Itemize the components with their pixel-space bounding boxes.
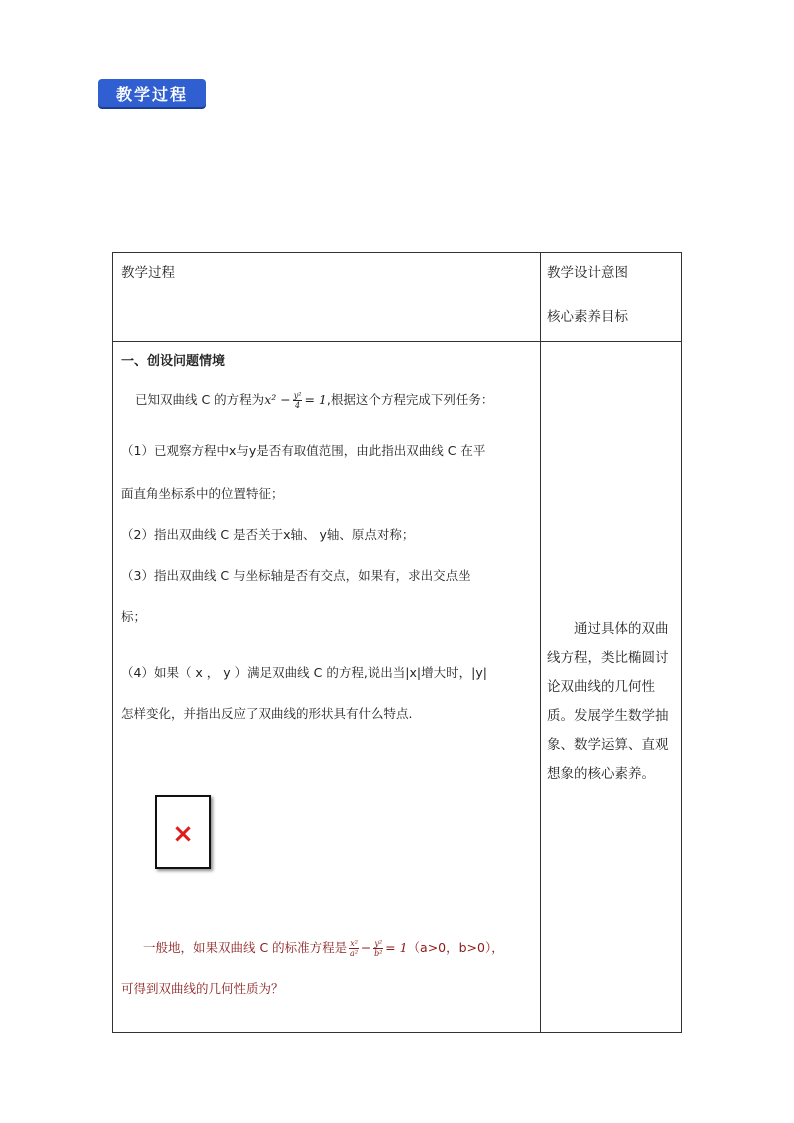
task4-line1: （4）如果（ x ， y ）满足双曲线 C 的方程,说出当|x|增大时，|y| (121, 665, 487, 680)
header-left-label: 教学过程 (121, 265, 175, 281)
general-fraction-y (373, 939, 383, 958)
general-f2-num: y² (374, 939, 383, 948)
task2: （2）指出双曲线 C 是否关于x轴、 y轴、原点对称； (121, 527, 415, 542)
header-right-label-2: 核心素养目标 (547, 309, 628, 325)
general-pre: 一般地，如果双曲线 C 的标准方程是 (143, 940, 348, 955)
task1-line1: （1）已观察方程中x与y是否有取值范围，由此指出双曲线 C 在平 (121, 443, 486, 458)
intro-eq-b: = 1 (304, 392, 327, 407)
task1-line2: 面直角坐标系中的位置特征； (121, 486, 284, 501)
task4-line2: 怎样变化，并指出反应了双曲线的形状具有什么特点. (121, 706, 413, 721)
intro-frac-den: 4 (295, 401, 301, 410)
header-right-cell (541, 253, 682, 342)
content-left-cell (113, 342, 541, 1033)
general-fraction-x (349, 939, 359, 958)
intro-fraction (293, 391, 303, 410)
broken-image-icon (155, 795, 211, 869)
general-f2-den: b² (374, 949, 383, 958)
general-eq: = 1 (385, 940, 408, 955)
intro-pre: 已知双曲线 C 的方程为 (135, 392, 265, 407)
design-intent-text: 通过具体的双曲线方程，类比椭圆讨论双曲线的几何性质。发展学生数学抽象、数学运算、直观想象的核心素养。 (547, 621, 669, 782)
task3-line1: （3）指出双曲线 C 与坐标轴是否有交点，如果有，求出交点坐 (121, 568, 471, 583)
header-left-cell (113, 253, 541, 342)
general-minus: − (360, 940, 372, 955)
section-badge: 教学过程 (98, 79, 206, 107)
task3-line2: 标； (121, 609, 147, 624)
general-f1-den: a² (350, 949, 359, 958)
image-x-icon: × (172, 819, 194, 849)
general-line1 (143, 938, 504, 958)
lesson-table (112, 252, 682, 1033)
header-right-label-1: 教学设计意图 (547, 265, 628, 281)
intro-frac-num: y² (293, 391, 302, 400)
section-title: 一、创设问题情境 (121, 354, 226, 369)
intro-post: ,根据这个方程完成下列任务： (326, 392, 494, 407)
general-line2: 可得到双曲线的几何性质为？ (121, 981, 284, 996)
intro-line (135, 390, 493, 410)
general-cond: （a>0，b>0）， (407, 940, 504, 955)
content-right-cell (541, 342, 682, 1033)
intro-eq-a: x² − (264, 392, 291, 407)
general-f1-num: x² (350, 939, 358, 948)
